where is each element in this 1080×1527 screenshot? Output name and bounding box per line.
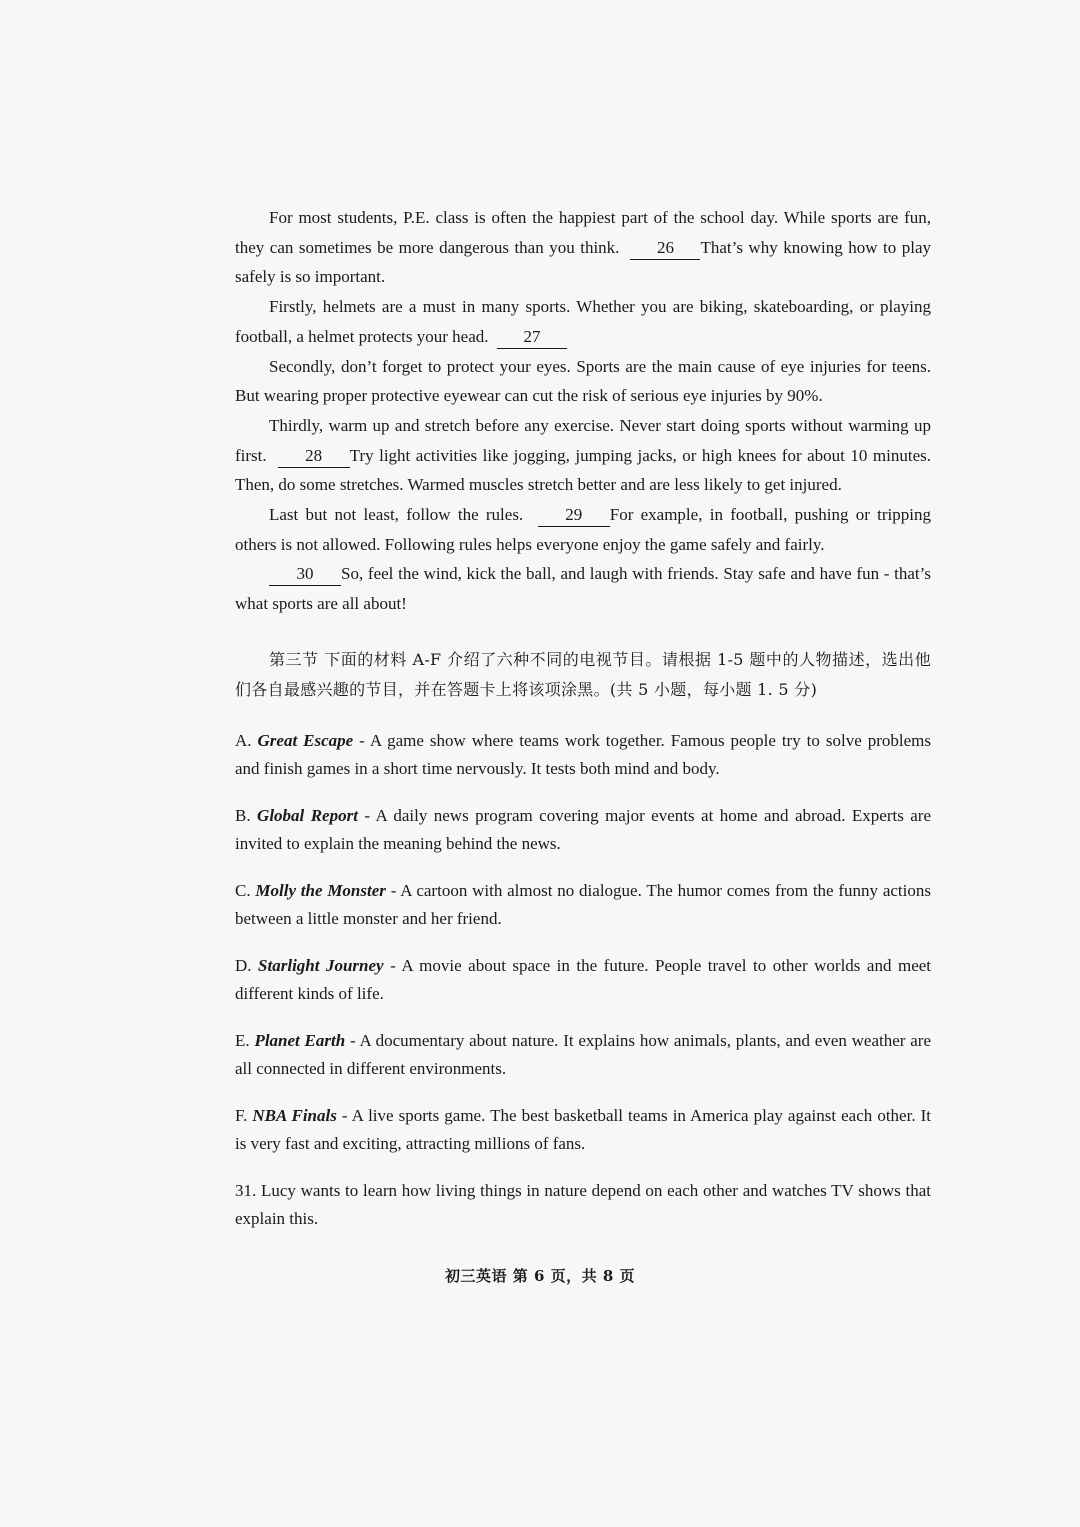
program-letter: F. (235, 1105, 248, 1125)
answer-blank-28: 28 (278, 445, 350, 468)
program-description: - A game show where teams work together. Famous people try to solve problems and finish games in a short time nervously. It tests both mind and body. (235, 730, 931, 778)
passage-text: That’s why knowing how to play safely is so important. (235, 237, 931, 287)
answer-blank-29: 29 (538, 504, 610, 527)
passage-paragraph-6 (235, 559, 931, 618)
passage-paragraph-1 (235, 203, 931, 292)
passage-paragraph-3 (235, 352, 931, 411)
passage-text: Thirdly, warm up and stretch before any exercise. Never start doing sports without warming up first. (235, 415, 931, 465)
program-description: - A movie about space in the future. People travel to other worlds and meet different kinds of life. (235, 955, 932, 1003)
program-description: - A cartoon with almost no dialogue. The humor comes from the funny actions between a little monster and her friend. (235, 880, 931, 928)
passage-paragraph-4 (235, 411, 931, 500)
program-letter: B. (235, 805, 251, 825)
passage-text: So, feel the wind, kick the ball, and laugh with friends. Stay safe and have fun - that’s what sports are all about! (235, 564, 931, 614)
program-letter: C. (235, 880, 251, 900)
program-description: - A live sports game. The best basketball teams in America play against each other. It is very fast and exciting, attracting millions of fans. (235, 1105, 932, 1153)
passage-text: Last but not least, follow the rules. (269, 505, 524, 525)
program-item-a (235, 727, 931, 783)
program-item-d (235, 952, 931, 1008)
program-description: - A daily news program covering major events at home and abroad. Experts are invited to explain the meaning behind the news. (235, 805, 932, 853)
program-letter: D. (235, 955, 252, 975)
section-heading: 第三节 下面的材料 A-F 介绍了六种不同的电视节目。请根据 1-5 题中的人物描述，选出他们各自最感兴趣的节目，并在答题卡上将该项涂黑。(共 5 小题，每小题 1. 5 分) (235, 649, 931, 699)
program-title: Molly the Monster (255, 880, 386, 900)
program-title: NBA Finals (252, 1105, 337, 1125)
program-item-e (235, 1027, 931, 1083)
program-item-f (235, 1102, 931, 1158)
answer-blank-27: 27 (497, 326, 567, 349)
passage-paragraph-5 (235, 500, 931, 559)
program-item-c (235, 877, 931, 933)
passage-text: For example, in football, pushing or tripping others is not allowed. Following rules helps everyone enjoy the game safely and fairly. (235, 505, 931, 554)
passage-paragraph-2 (235, 292, 931, 351)
passage-text: Firstly, helmets are a must in many sports. Whether you are biking, skateboarding, or playing football, a helmet protects your head. (235, 297, 931, 346)
program-letter: A. (235, 730, 252, 750)
program-letter: E. (235, 1030, 250, 1050)
program-item-b (235, 802, 931, 858)
program-description: - A documentary about nature. It explains how animals, plants, and even weather are all connected in different environments. (235, 1030, 931, 1078)
answer-blank-30: 30 (269, 563, 341, 586)
program-title: Global Report (257, 805, 358, 825)
program-title: Great Escape (257, 730, 354, 750)
question-31: 31. Lucy wants to learn how living things in nature depend on each other and watches TV shows that explain this. (235, 1180, 931, 1228)
program-title: Starlight Journey (258, 955, 384, 975)
exam-page-content (235, 203, 931, 1233)
answer-blank-26: 26 (630, 237, 700, 260)
passage-text: Secondly, don’t forget to protect your eyes. Sports are the main cause of eye injuries for teens. But wearing proper protective eyewear can cut the risk of serious eye injuries by 90%. (235, 356, 931, 406)
passage-text: For most students, P.E. class is often the happiest part of the school day. While sports are fun, they can sometimes be more dangerous than you think. (235, 208, 931, 257)
passage-text: Try light activities like jogging, jumping jacks, or high knees for about 10 minutes. Then, do some stretches. Warmed muscles stretch better and are less likely to get injured. (235, 445, 931, 495)
page-footer: 初三英语 第 6 页，共 8 页 (445, 1267, 635, 1285)
program-title: Planet Earth (254, 1030, 346, 1050)
